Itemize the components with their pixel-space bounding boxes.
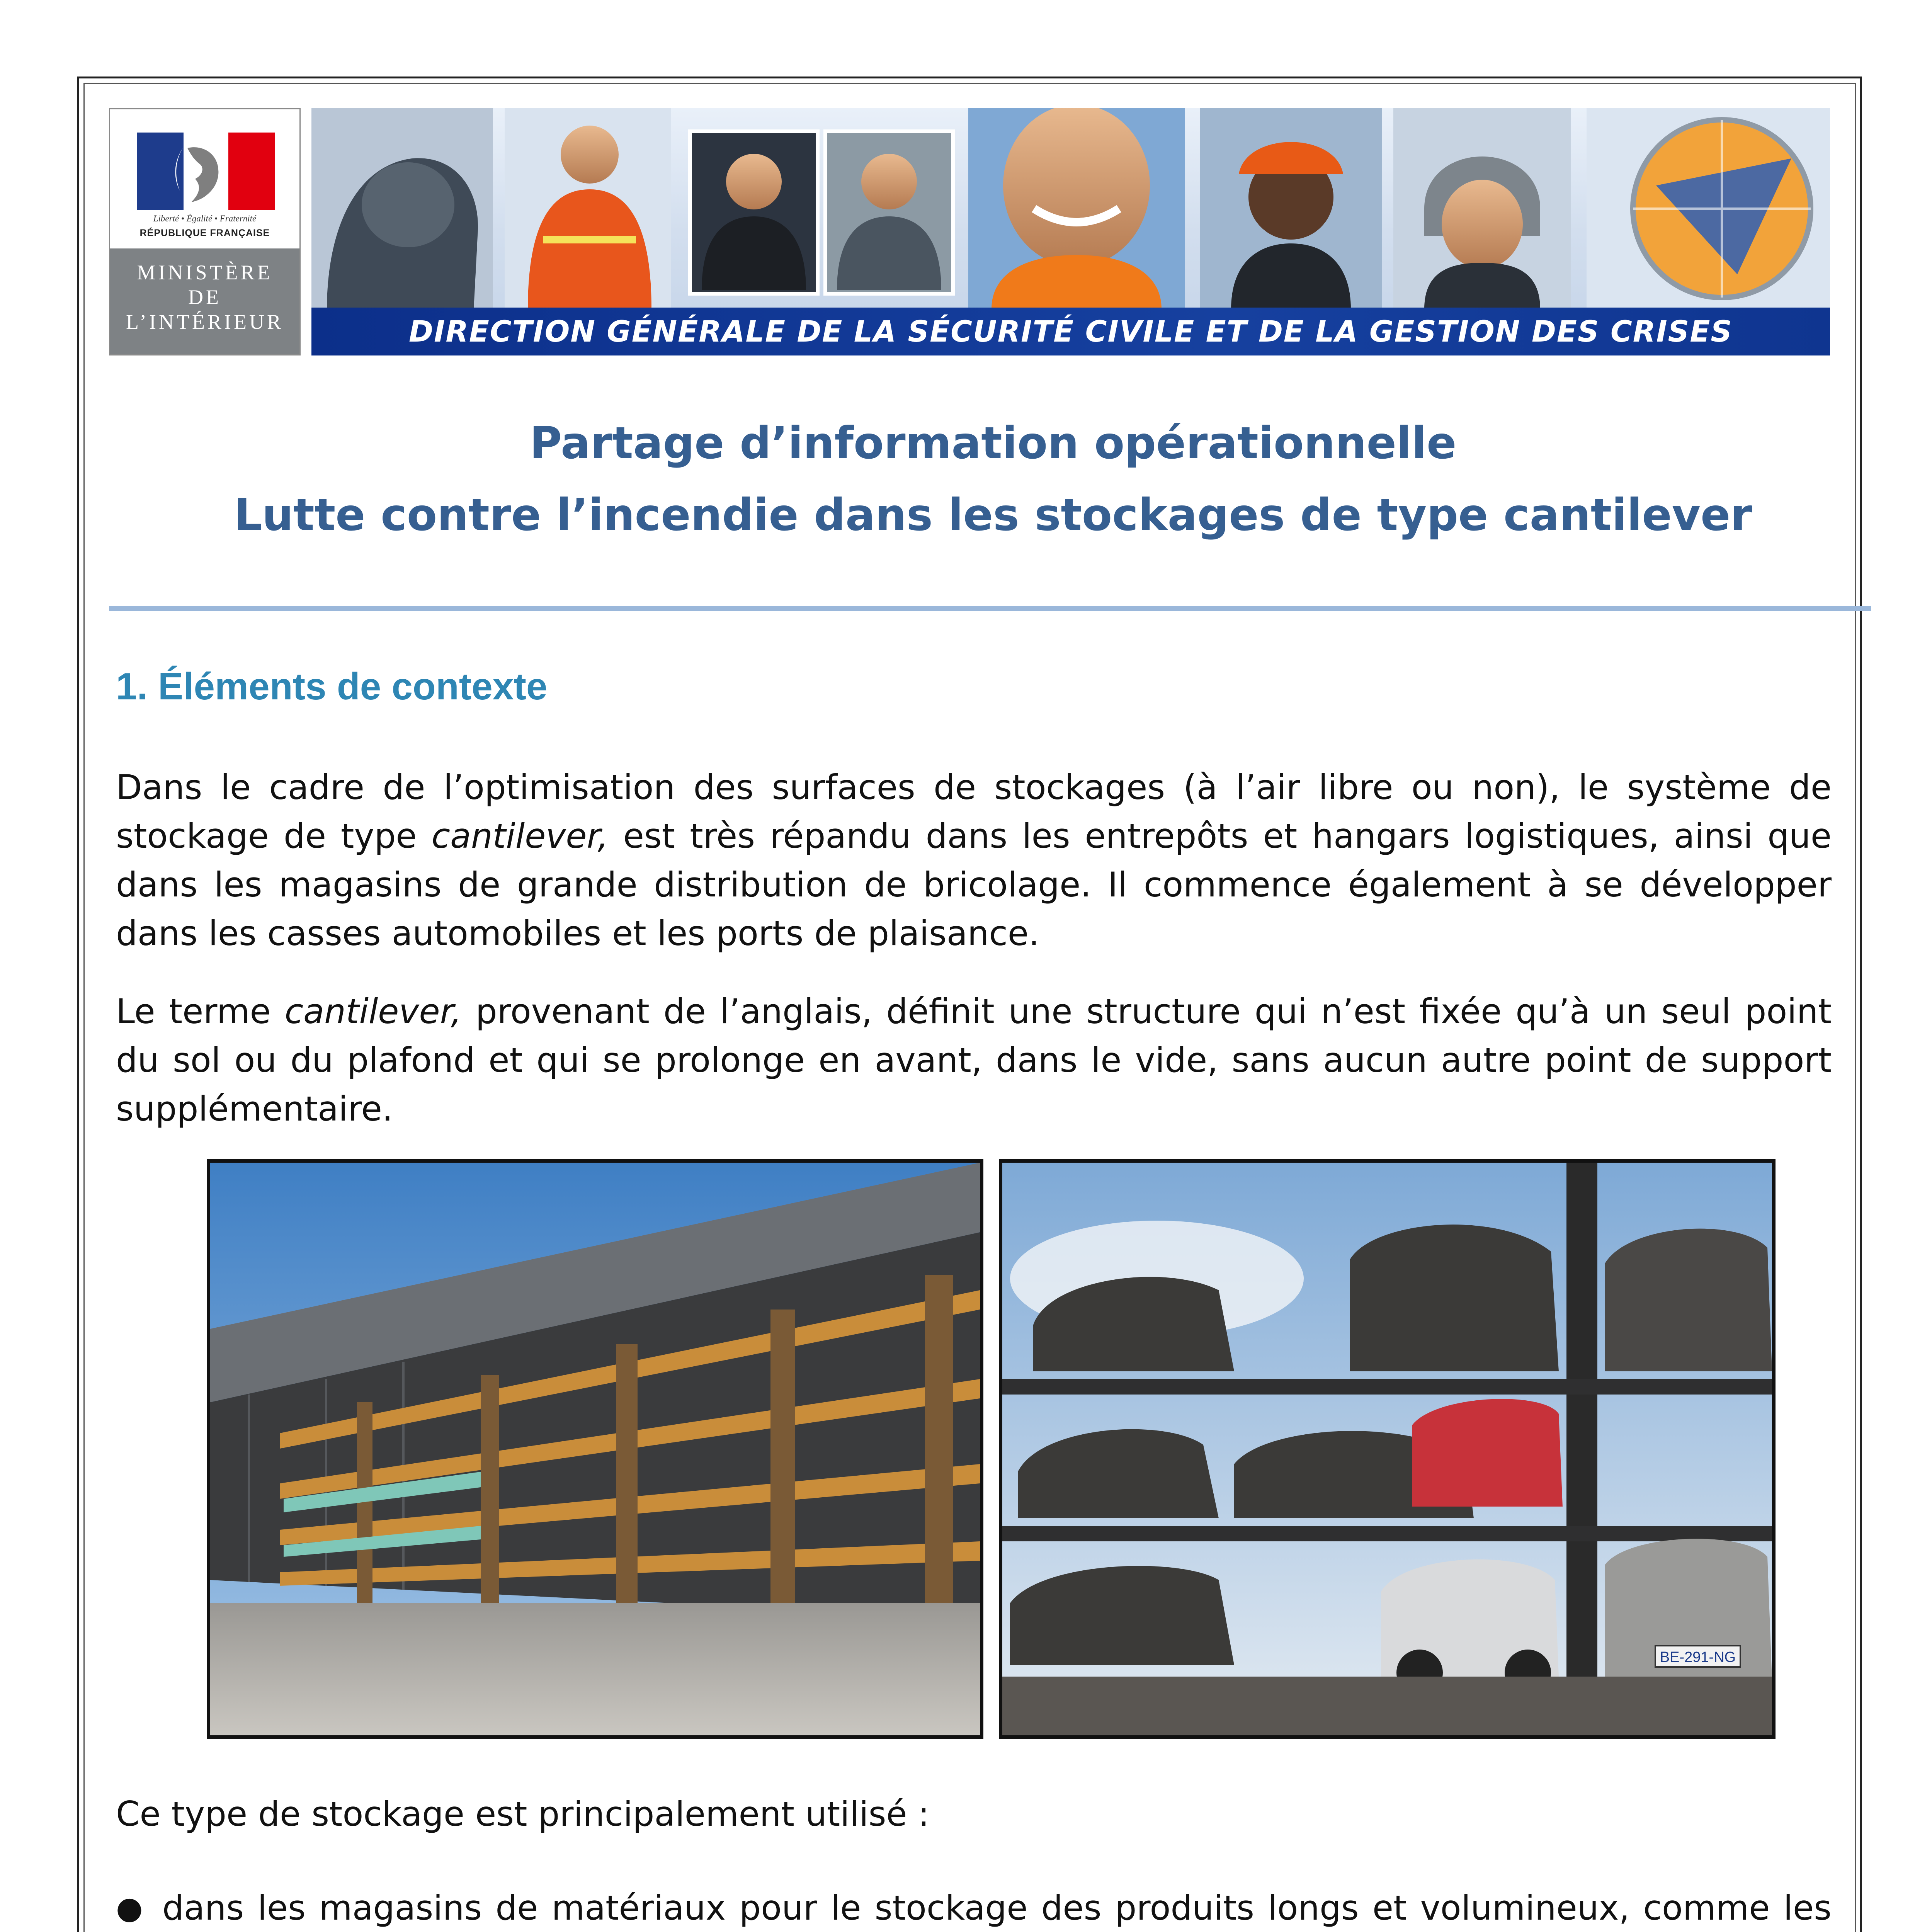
burnt-cars-photo-illustration bbox=[1002, 1163, 1772, 1735]
ministry-line: DE bbox=[188, 286, 221, 309]
marianne-flag-logo bbox=[137, 133, 275, 210]
banner-photo-collage bbox=[311, 108, 1830, 309]
header-banner bbox=[311, 108, 1830, 355]
section-heading: 1. Éléments de contexte bbox=[116, 665, 548, 707]
document-title: Partage d’information opérationnelle bbox=[529, 417, 1457, 469]
list-item bbox=[116, 1884, 1832, 1932]
ministry-logo bbox=[109, 108, 301, 355]
ministry-name bbox=[110, 260, 299, 334]
bullet-icon: ● bbox=[116, 1890, 143, 1926]
paragraph-text: est très répandu dans les entrepôts et hangars logistiques, ainsi que dans les magasins de grande distribution de bricolage. Il commence également à se développer dans les casses automobiles et les ports de plaisance. bbox=[116, 816, 1832, 953]
ministry-name-block bbox=[110, 248, 299, 354]
document-subtitle: Lutte contre l’incendie dans les stockages de type cantilever bbox=[234, 489, 1752, 541]
warehouse-photo-illustration bbox=[210, 1163, 980, 1735]
photo-warehouse-cantilever bbox=[207, 1159, 983, 1739]
banner-strip bbox=[311, 308, 1830, 355]
banner-title: DIRECTION GÉNÉRALE DE LA SÉCURITÉ CIVILE ET DE LA GESTION DES CRISES bbox=[409, 314, 1733, 349]
logo-motto: Liberté • Égalité • Fraternité bbox=[153, 214, 257, 223]
paragraph-italic-term: cantilever, bbox=[431, 816, 609, 856]
license-plate-text: BE-291-NG bbox=[1660, 1649, 1736, 1665]
paragraph-definition bbox=[116, 987, 1832, 1133]
paragraph-text: Le terme bbox=[116, 992, 285, 1031]
paragraph-usage-intro: Ce type de stockage est principalement utilisé : bbox=[116, 1794, 930, 1834]
list-item-text: dans les magasins de matériaux pour le stockage des produits longs et volumineux, comme les bbox=[162, 1888, 1832, 1928]
paragraph-text: Dans le cadre de l’optimisation des surfaces de stockages (à l’air libre ou non), le système de stockage de type bbox=[116, 767, 1832, 856]
photo-burnt-cars-cantilever bbox=[999, 1159, 1776, 1739]
paragraph-italic-term: cantilever, bbox=[284, 992, 462, 1031]
paragraph-context bbox=[116, 763, 1832, 958]
paragraph-text: provenant de l’anglais, définit une structure qui n’est fixée qu’à un seul point du sol ou du plafond et qui se prolonge en avant, dans le vide, sans aucun autre point de support supplémentaire. bbox=[116, 992, 1832, 1129]
usage-list bbox=[116, 1884, 1832, 1932]
title-divider bbox=[109, 606, 1871, 611]
ministry-line: L’INTÉRIEUR bbox=[126, 310, 284, 333]
ministry-line: MINISTÈRE bbox=[137, 261, 273, 284]
logo-republic: RÉPUBLIQUE FRANÇAISE bbox=[139, 228, 270, 238]
